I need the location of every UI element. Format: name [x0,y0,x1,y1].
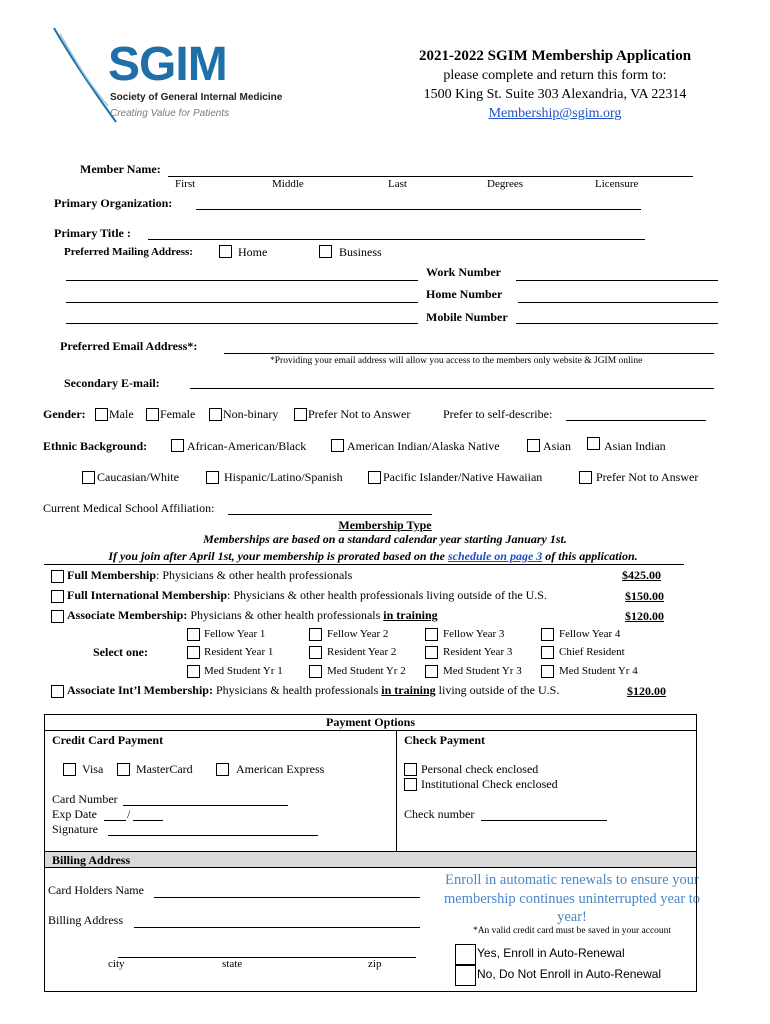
fellow-year-3-checkbox[interactable] [425,628,438,641]
assoc-intl-checkbox[interactable] [51,685,64,698]
organization-label: Primary Organization: [54,196,173,210]
ethnic-african-american-label: African-American/Black [187,439,307,453]
last-sublabel: Last [388,178,407,190]
ethnic-asian-indian-label: Asian Indian [604,439,666,453]
med-student-1-checkbox[interactable] [187,665,200,678]
credit-card-heading: Credit Card Payment [52,733,164,747]
auto-renew-no-label: No, Do Not Enroll in Auto-Renewal [477,967,662,981]
institutional-check-checkbox[interactable] [404,778,417,791]
home-number-label: Home Number [426,287,503,301]
email-note: *Providing your email address will allow you access to the members only website & JGIM online [270,356,643,366]
home-number-field[interactable] [518,302,718,303]
auto-renewal-promo: Enroll in automatic renewals to ensure your membership continues uninterrupted year to year! [443,872,701,925]
ethnic-american-indian-checkbox[interactable] [331,439,344,452]
check-payment-heading: Check Payment [404,733,485,747]
med-student-1-label: Med Student Yr 1 [204,665,283,677]
mobile-number-label: Mobile Number [426,310,508,324]
ethnic-hispanic-checkbox[interactable] [206,471,219,484]
gender-prefer-not-checkbox[interactable] [294,408,307,421]
self-describe-label: Prefer to self-describe: [443,407,553,421]
mailing-label: Preferred Mailing Address: [64,246,193,258]
intl-membership-desc: : Physicians & other health professionals living outside of the U.S. [227,588,547,602]
logo-subtitle: Society of General Internal Medicine [110,92,283,103]
intl-membership-text [67,588,547,603]
first-sublabel: First [175,178,196,190]
billing-address-label: Billing Address [48,913,124,927]
associate-in-training: in training [383,608,438,622]
email-label: Preferred Email Address*: [60,339,198,353]
auto-renew-yes-label: Yes, Enroll in Auto-Renewal [477,946,625,960]
ethnic-african-american-checkbox[interactable] [171,439,184,452]
gender-label: Gender: [43,407,86,421]
amex-checkbox[interactable] [216,763,229,776]
gender-female-checkbox[interactable] [146,408,159,421]
associate-membership-price: $120.00 [625,609,664,623]
amex-label: American Express [236,762,325,776]
med-student-3-label: Med Student Yr 3 [443,665,522,677]
med-student-2-label: Med Student Yr 2 [327,665,406,677]
address-line-2[interactable] [66,302,418,303]
member-name-field[interactable] [168,176,693,177]
fellow-year-2-label: Fellow Year 2 [327,628,389,640]
degrees-sublabel: Degrees [487,178,524,190]
associate-membership-checkbox[interactable] [51,610,64,623]
school-affiliation-field[interactable] [228,514,432,515]
self-describe-field[interactable] [566,420,706,421]
organization-field[interactable] [196,209,641,210]
med-student-4-label: Med Student Yr 4 [559,665,638,677]
exp-month-field[interactable] [104,820,126,821]
exp-date-slash: / [127,807,131,821]
fellow-year-2-checkbox[interactable] [309,628,322,641]
med-student-4-checkbox[interactable] [541,665,554,678]
ethnic-caucasian-label: Caucasian/White [97,470,179,484]
check-number-label: Check number [404,807,475,821]
gender-nonbinary-label: Non-binary [223,407,279,421]
logo-tagline: Creating Value for Patients [110,108,230,119]
full-membership-checkbox[interactable] [51,570,64,583]
visa-label: Visa [82,762,104,776]
membership-divider [44,564,684,565]
zip-sublabel: zip [368,958,382,970]
address-line-3[interactable] [66,323,418,324]
membership-note-2 [0,549,746,564]
full-membership-price: $425.00 [622,568,661,582]
address-line-1[interactable] [66,280,418,281]
work-number-field[interactable] [516,280,718,281]
title-label: Primary Title : [54,226,131,240]
intl-membership-name: Full International Membership [67,588,228,602]
ethnic-asian-label: Asian [543,439,571,453]
billing-heading-bar [44,852,697,868]
assoc-intl-text [67,683,559,698]
signature-label: Signature [52,822,98,836]
resident-year-1-label: Resident Year 1 [204,646,274,658]
ethnic-pacific-islander-checkbox[interactable] [368,471,381,484]
signature-field[interactable] [108,835,318,836]
gender-nonbinary-checkbox[interactable] [209,408,222,421]
gender-male-label: Male [109,407,134,421]
resident-year-1-checkbox[interactable] [187,646,200,659]
associate-membership-text [67,608,438,623]
full-membership-name: Full Membership [67,568,156,582]
mastercard-checkbox[interactable] [117,763,130,776]
resident-year-3-label: Resident Year 3 [443,646,513,658]
personal-check-label: Personal check enclosed [421,762,539,776]
page-title: 2021-2022 SGIM Membership Application [418,48,692,64]
work-number-label: Work Number [426,265,501,279]
ethnic-pacific-islander-label: Pacific Islander/Native Hawaiian [383,470,543,484]
schedule-link[interactable]: schedule on page 3 [447,549,543,563]
resident-year-2-label: Resident Year 2 [327,646,397,658]
business-option-label: Business [339,245,382,259]
check-number-field[interactable] [481,820,607,821]
billing-address-heading: Billing Address [52,853,131,867]
card-number-label: Card Number [52,792,118,806]
fellow-year-3-label: Fellow Year 3 [443,628,505,640]
card-number-field[interactable] [123,805,288,806]
ethnic-asian-indian-checkbox[interactable] [587,437,600,450]
ethnic-label: Ethnic Background: [43,439,148,453]
intl-membership-price: $150.00 [625,589,664,603]
intl-membership-checkbox[interactable] [51,590,64,603]
card-holder-label: Card Holders Name [48,883,144,897]
business-checkbox[interactable] [319,245,332,258]
email-link[interactable]: Membership@sgim.org [488,106,622,121]
licensure-sublabel: Licensure [595,178,639,190]
assoc-intl-desc-b: living outside of the U.S. [438,683,560,697]
full-membership-text [67,568,352,583]
payment-column-divider [396,730,397,852]
assoc-intl-desc-a: Physicians & health professionals [215,683,379,697]
chief-resident-label: Chief Resident [559,646,625,658]
ethnic-american-indian-label: American Indian/Alaska Native [347,439,500,453]
state-sublabel: state [222,958,243,970]
med-student-2-checkbox[interactable] [309,665,322,678]
fellow-year-1-label: Fellow Year 1 [204,628,266,640]
assoc-intl-name: Associate Int’l Membership: [67,683,213,697]
assoc-intl-price: $120.00 [627,684,666,698]
middle-sublabel: Middle [272,178,304,190]
select-one-label: Select one: [93,645,148,659]
ethnic-hispanic-label: Hispanic/Latino/Spanish [224,470,343,484]
payment-options-heading: Payment Options [325,715,415,729]
gender-male-checkbox[interactable] [95,408,108,421]
visa-checkbox[interactable] [63,763,76,776]
associate-membership-name: Associate Membership: [67,608,188,622]
membership-note-1: Memberships are based on a standard calendar year starting January 1st. [203,532,567,546]
billing-box [44,868,697,992]
mobile-number-field[interactable] [516,323,718,324]
membership-note-2b: of this application. [545,549,638,563]
fellow-year-4-checkbox[interactable] [541,628,554,641]
membership-note-2a: If you join after April 1st, your membership is prorated based on the [108,549,445,563]
fellow-year-4-label: Fellow Year 4 [559,628,621,640]
ethnic-asian-checkbox[interactable] [527,439,540,452]
resident-year-3-checkbox[interactable] [425,646,438,659]
school-affiliation-label: Current Medical School Affiliation: [43,501,215,515]
exp-year-field[interactable] [133,820,163,821]
full-membership-desc: : Physicians & other health professionals [156,568,353,582]
membership-type-heading: Membership Type [338,518,432,532]
chief-resident-checkbox[interactable] [541,646,554,659]
resident-year-2-checkbox[interactable] [309,646,322,659]
exp-date-label: Exp Date [52,807,97,821]
header-block [390,47,720,123]
fellow-year-1-checkbox[interactable] [187,628,200,641]
home-option-label: Home [238,245,268,259]
associate-membership-desc: Physicians & other health professionals [190,608,381,622]
assoc-intl-in-training: in training [381,683,436,697]
ethnic-caucasian-checkbox[interactable] [82,471,95,484]
return-instructions: please complete and return this form to: [443,68,667,83]
member-name-label: Member Name: [80,162,161,176]
secondary-email-field[interactable] [190,388,714,389]
ethnic-prefer-not-label: Prefer Not to Answer [596,470,699,484]
payment-header-divider [44,730,697,731]
mastercard-label: MasterCard [136,762,193,776]
personal-check-checkbox[interactable] [404,763,417,776]
gender-prefer-not-label: Prefer Not to Answer [308,407,411,421]
mailing-address: 1500 King St. Suite 303 Alexandria, VA 22314 [423,87,687,102]
title-field[interactable] [148,239,645,240]
email-field[interactable] [224,353,714,354]
city-sublabel: city [108,958,125,970]
logo-title: SGIM [108,38,227,91]
institutional-check-label: Institutional Check enclosed [421,777,558,791]
home-checkbox[interactable] [219,245,232,258]
gender-female-label: Female [160,407,196,421]
ethnic-prefer-not-checkbox[interactable] [579,471,592,484]
auto-renewal-note: *An valid credit card must be saved in your account [472,926,672,936]
med-student-3-checkbox[interactable] [425,665,438,678]
secondary-email-label: Secondary E-mail: [64,376,160,390]
